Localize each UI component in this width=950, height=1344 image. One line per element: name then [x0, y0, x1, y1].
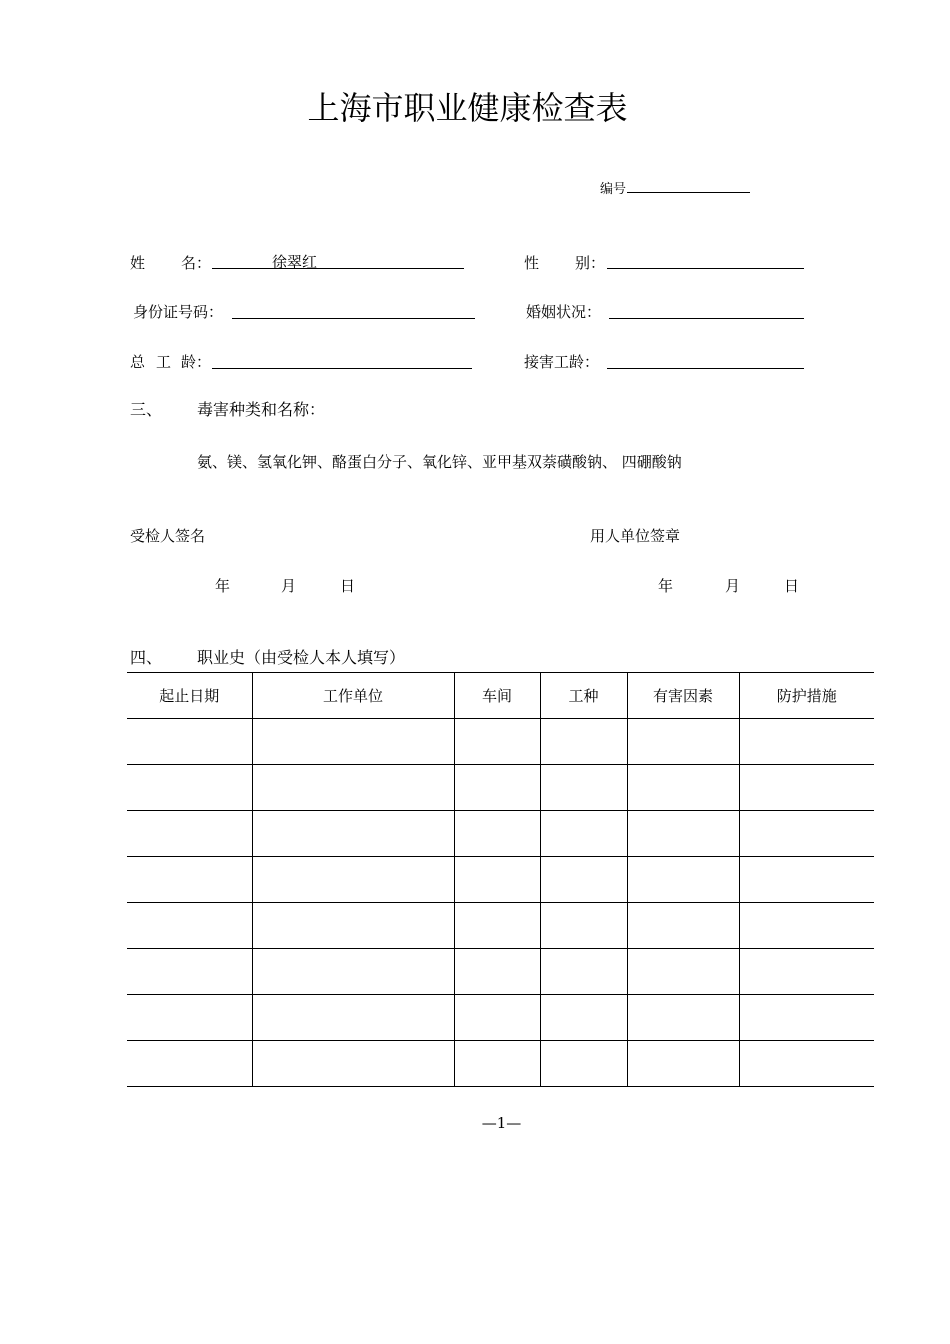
total-years-label-a: 总 [130, 353, 146, 371]
section3-substances: 氨、镁、氢氧化钾、酪蛋白分子、氧化锌、亚甲基双萘磺酸钠、 四硼酸钠 [197, 453, 682, 471]
table-cell[interactable] [739, 949, 874, 995]
examinee-date-day: 日 [340, 577, 356, 595]
table-cell[interactable] [627, 949, 739, 995]
table-cell[interactable] [454, 995, 540, 1041]
exposure-years-field[interactable] [607, 368, 804, 369]
table-row [127, 1041, 874, 1087]
table-cell[interactable] [127, 857, 252, 903]
table-header-row [127, 673, 874, 719]
table-cell[interactable] [127, 1041, 252, 1087]
table-row [127, 903, 874, 949]
table-cell[interactable] [252, 995, 454, 1041]
table-cell[interactable] [252, 903, 454, 949]
table-cell[interactable] [252, 811, 454, 857]
table-cell[interactable] [627, 719, 739, 765]
examinee-signature-label: 受检人签名 [130, 527, 206, 545]
table-cell[interactable] [454, 765, 540, 811]
employer-seal-label: 用人单位签章 [590, 527, 681, 545]
occupational-history-table [127, 672, 874, 1087]
table-cell[interactable] [454, 811, 540, 857]
section3-heading: 毒害种类和名称： [197, 400, 326, 419]
id-number-label: 身份证号码： [133, 303, 224, 321]
table-cell[interactable] [127, 995, 252, 1041]
table-cell[interactable] [454, 949, 540, 995]
table-cell[interactable] [627, 811, 739, 857]
table-cell[interactable] [454, 719, 540, 765]
page-number: —1— [481, 1114, 522, 1132]
name-field[interactable] [212, 268, 464, 269]
table-cell[interactable] [627, 765, 739, 811]
id-number-field[interactable] [232, 318, 475, 319]
table-cell[interactable] [454, 857, 540, 903]
total-years-field[interactable] [212, 368, 472, 369]
table-cell[interactable] [540, 857, 627, 903]
table-cell[interactable] [540, 765, 627, 811]
table-cell[interactable] [454, 903, 540, 949]
col-workshop: 车间 [454, 673, 540, 719]
page-title: 上海市职业健康检查表 [307, 89, 628, 127]
table-cell[interactable] [739, 995, 874, 1041]
table-cell[interactable] [127, 811, 252, 857]
table-row [127, 719, 874, 765]
section4-number: 四、 [130, 648, 163, 667]
table-cell[interactable] [540, 1041, 627, 1087]
section4-heading: 职业史（由受检人本人填写） [197, 648, 406, 667]
table-cell[interactable] [627, 995, 739, 1041]
serial-field[interactable] [627, 192, 750, 193]
total-years-label-c: 龄： [181, 353, 212, 371]
gender-label-a: 性 [524, 254, 540, 272]
gender-field[interactable] [607, 268, 804, 269]
col-job-type: 工种 [540, 673, 627, 719]
table-cell[interactable] [627, 1041, 739, 1087]
table-cell[interactable] [739, 857, 874, 903]
table-row [127, 765, 874, 811]
table-cell[interactable] [127, 903, 252, 949]
examinee-date-month: 月 [281, 577, 297, 595]
table-cell[interactable] [739, 903, 874, 949]
marital-label: 婚姻状况： [526, 303, 602, 321]
table-cell[interactable] [454, 1041, 540, 1087]
serial-label: 编号 [600, 182, 627, 197]
table-cell[interactable] [252, 1041, 454, 1087]
table-cell[interactable] [252, 719, 454, 765]
name-label-b: 名： [181, 254, 212, 272]
table-cell[interactable] [739, 765, 874, 811]
table-cell[interactable] [127, 949, 252, 995]
table-cell[interactable] [627, 903, 739, 949]
table-cell[interactable] [127, 765, 252, 811]
table-row [127, 949, 874, 995]
table-cell[interactable] [540, 811, 627, 857]
table-cell[interactable] [540, 995, 627, 1041]
table-cell[interactable] [540, 949, 627, 995]
section3-number: 三、 [130, 400, 163, 419]
table-cell[interactable] [252, 765, 454, 811]
col-protection: 防护措施 [739, 673, 874, 719]
table-cell[interactable] [627, 857, 739, 903]
table-row [127, 995, 874, 1041]
col-employer: 工作单位 [252, 673, 454, 719]
examinee-date-year: 年 [215, 577, 231, 595]
table-row [127, 857, 874, 903]
table-row [127, 811, 874, 857]
table-cell[interactable] [739, 719, 874, 765]
employer-date-year: 年 [658, 577, 674, 595]
table-cell[interactable] [739, 1041, 874, 1087]
employer-date-month: 月 [725, 577, 741, 595]
table-cell[interactable] [540, 903, 627, 949]
name-value: 徐翠红 [272, 253, 318, 271]
col-hazards: 有害因素 [627, 673, 739, 719]
col-period: 起止日期 [127, 673, 252, 719]
gender-label-b: 别： [575, 254, 606, 272]
table-cell[interactable] [540, 719, 627, 765]
exposure-years-label: 接害工龄： [524, 353, 600, 371]
total-years-label-b: 工 [156, 353, 172, 371]
marital-field[interactable] [609, 318, 804, 319]
table-cell[interactable] [127, 719, 252, 765]
table-cell[interactable] [252, 949, 454, 995]
table-cell[interactable] [252, 857, 454, 903]
employer-date-day: 日 [784, 577, 800, 595]
name-label-a: 姓 [130, 254, 146, 272]
table-cell[interactable] [739, 811, 874, 857]
